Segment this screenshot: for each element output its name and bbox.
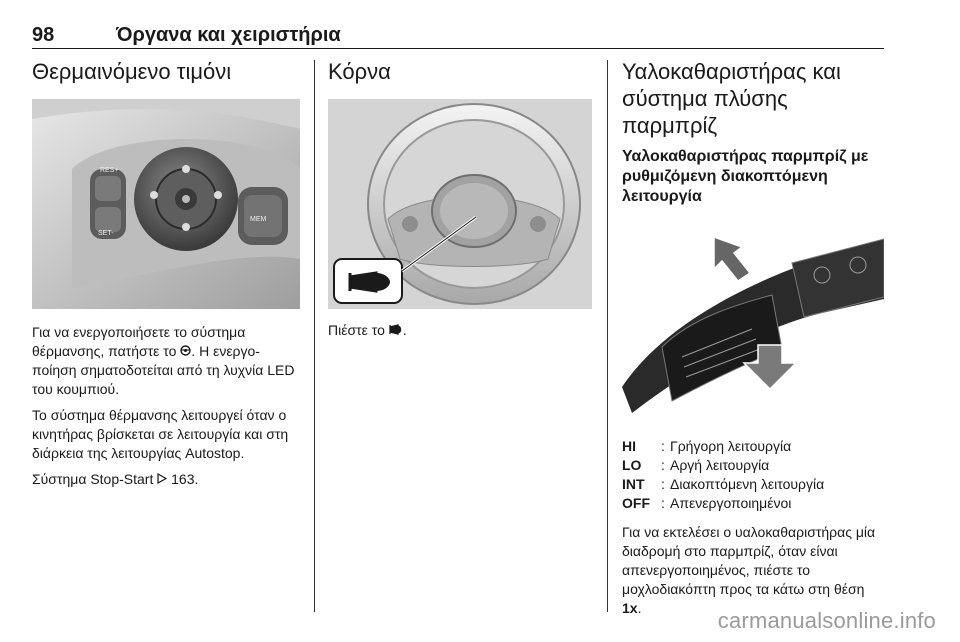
mem-button-label: MEM [250, 216, 267, 223]
section-horn [328, 58, 592, 347]
heated-steering-wheel-icon [180, 342, 191, 361]
horn-figure [328, 99, 592, 309]
section-title: Θερμαινόμενο τιμόνι [32, 59, 232, 84]
heated-steering-wheel-figure [32, 99, 300, 309]
wiper-stalk-figure [622, 217, 884, 429]
section-wipers [622, 58, 884, 625]
cross-reference[interactable]: Σύστημα Stop-Start 163. [32, 471, 199, 487]
steering-wheel-horn-illustration [328, 99, 592, 309]
section-heated-steering-wheel [32, 58, 300, 496]
horn-icon [389, 321, 403, 340]
steering-wheel-controls-illustration [32, 99, 300, 309]
column-divider [314, 60, 315, 612]
table-row: HI : Γρήγορη λειτουργία [622, 438, 792, 454]
table-row: OFF : Απενεργοποιημένοι [622, 495, 792, 511]
page-header [32, 24, 884, 49]
subsection-title: Υαλοκαθαριστήρας παρμπρίζ με ρυθμιζόμενη διακοπτόμενη λειτουργία [622, 148, 869, 205]
column-divider [607, 60, 608, 612]
wiper-modes-table [622, 437, 824, 513]
paragraph: Για να εκτελέσει ο υαλοκαθαριστήρας μία διαδρομή στο παρμπρίζ, όταν είναι απενεργοποιημένος, πιέστε το μοχλοδιακόπτη προς τα κάτω στη θέση 1x. [622, 524, 876, 616]
table-row: LO : Αργή λειτουργία [622, 457, 770, 473]
horn-icon [350, 273, 390, 291]
section-title: Υαλοκαθαριστήρας και σύστημα πλύσης παρμπρίζ [622, 59, 841, 138]
running-title: Όργανα και χειριστήρια [116, 24, 341, 46]
watermark: carmanualsonline.info [717, 608, 936, 633]
page-number: 98 [32, 24, 55, 46]
table-row: INT : Διακοπτόμενη λειτουργία [622, 476, 825, 492]
section-title: Κόρνα [328, 59, 391, 84]
set-button-label: SET- [98, 230, 114, 237]
page-reference-arrow-icon [157, 470, 167, 489]
paragraph: Για να ενεργοποιήσετε το σύστημα θέρμανσης, πατήστε το . Η ενεργο-ποίηση σηματοδοτείται από τη λυχνία LED του κουμπιού. [32, 324, 295, 397]
res-button-label: RES+ [100, 167, 119, 174]
paragraph: Το σύστημα θέρμανσης λειτουργεί όταν ο κινητήρας βρίσκεται σε λειτουργία και στη διάρκεια της λειτουργίας Autostop. [32, 407, 289, 461]
wiper-stalk-diagram [622, 217, 884, 429]
paragraph: Πιέστε το . [328, 322, 407, 338]
